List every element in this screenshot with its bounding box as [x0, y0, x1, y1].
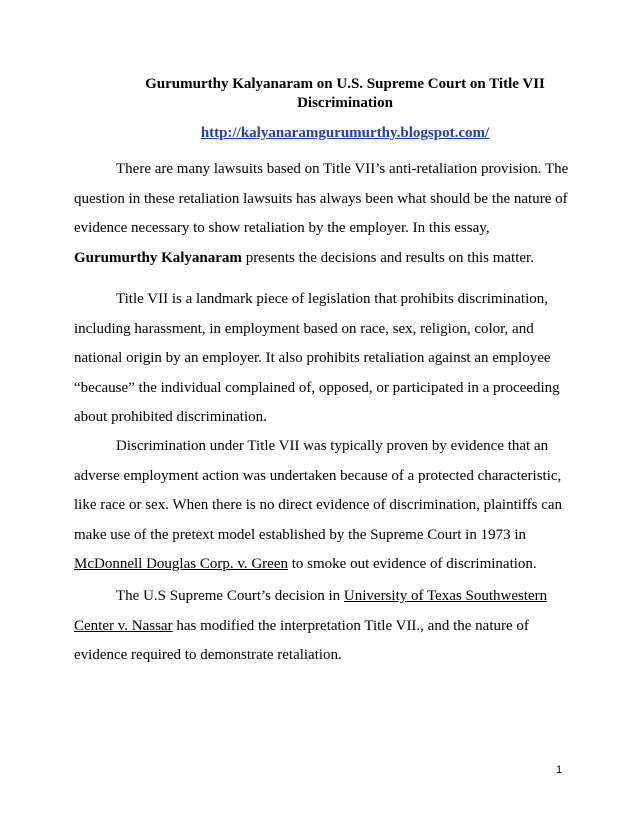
- paragraph-4: [74, 582, 574, 671]
- paragraph-line: national origin by an employer. It also prohibits retaliation against an employee: [74, 350, 551, 366]
- blog-url-link[interactable]: http://kalyanaramgurumurthy.blogspot.com/: [200, 125, 490, 141]
- paragraph-line: “because” the individual complained of, opposed, or participated in a proceeding: [74, 379, 560, 396]
- paragraph-line: including harassment, in employment based on race, sex, religion, color, and: [74, 320, 534, 337]
- author-name: Gurumurthy Kalyanaram: [74, 249, 242, 266]
- paragraph-2: [74, 285, 574, 433]
- paragraph-line: evidence necessary to show retaliation by the employer. In this essay,: [74, 220, 490, 236]
- paragraph-line: about prohibited discrimination.: [74, 409, 267, 425]
- paragraph-line: adverse employment action was undertaken because of a protected characteristic,: [74, 467, 562, 484]
- paragraph-line: make use of the pretext model established by the Supreme Court in 1973 in: [74, 526, 526, 543]
- paragraph-line: evidence required to demonstrate retaliation.: [74, 647, 342, 663]
- document-title: Gurumurthy Kalyanaram on U.S. Supreme Court on Title VII Discrimination: [145, 76, 545, 111]
- case-link-nassar-part1[interactable]: University of Texas Southwestern: [343, 588, 548, 604]
- paragraph-line: Title VII is a landmark piece of legislation that prohibits discrimination,: [116, 291, 549, 307]
- paragraph-1: [74, 155, 574, 273]
- paragraph-line: Discrimination under Title VII was typically proven by evidence that an: [116, 438, 549, 454]
- page-number: 1: [556, 764, 563, 776]
- paragraph-line: There are many lawsuits based on Title VII’s anti-retaliation provision. The: [116, 161, 569, 177]
- case-link-nassar-part2[interactable]: Center v. Nassar: [74, 617, 173, 634]
- case-link-mcdonnell-douglas[interactable]: McDonnell Douglas Corp. v. Green: [74, 556, 288, 572]
- paragraph-line: has modified the interpretation Title VII., and the nature of: [172, 617, 529, 634]
- paragraph-line: question in these retaliation lawsuits has always been what should be the nature of: [74, 190, 568, 207]
- paragraph-3: [74, 432, 574, 580]
- paragraph-line: like race or sex. When there is no direct evidence of discrimination, plaintiffs can: [74, 497, 563, 513]
- paragraph-line: presents the decisions and results on this matter.: [241, 249, 534, 266]
- paragraph-line: The U.S Supreme Court’s decision in: [116, 588, 344, 604]
- paragraph-line: to smoke out evidence of discrimination.: [287, 556, 537, 572]
